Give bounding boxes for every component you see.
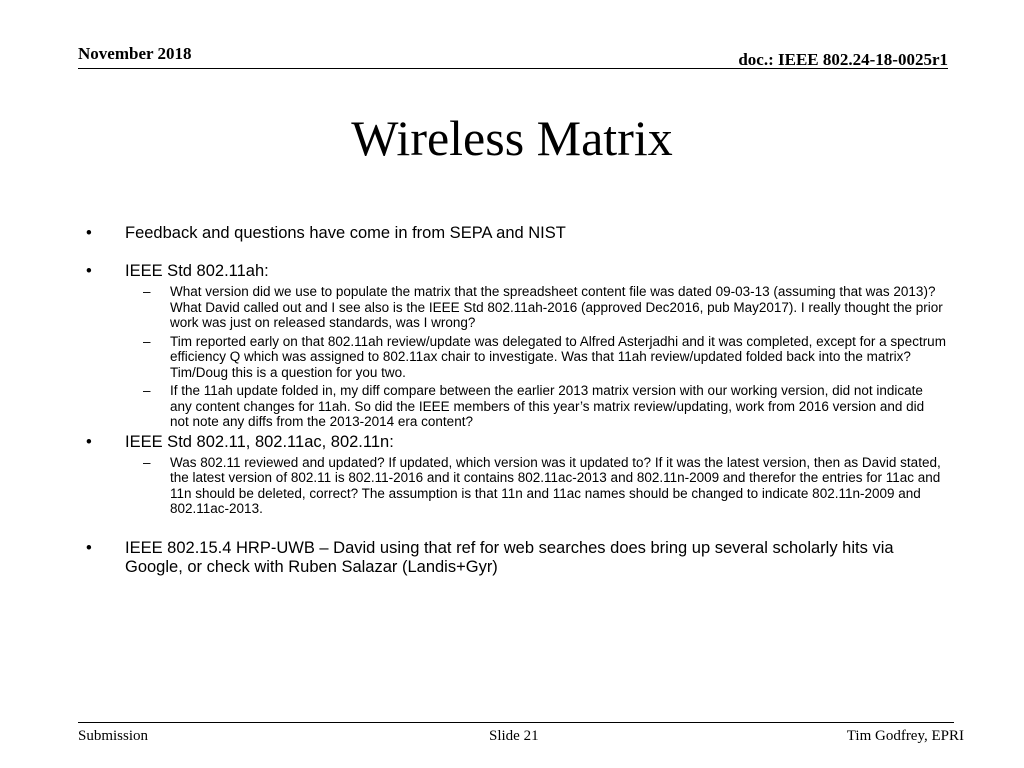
sub-bullet: [86, 383, 946, 430]
footer-slide-number: Slide 21: [489, 728, 539, 744]
header-date: November 2018: [78, 44, 192, 63]
sub-bullet-symbol: –: [143, 333, 151, 349]
bullet-text: IEEE 802.15.4 HRP-UWB – David using that ref for web searches does bring up several scholarly hits via Google, or check with Ruben Salazar (Landis+Gyr): [125, 538, 894, 576]
sub-bullet-text: If the 11ah update folded in, my diff compare between the earlier 2013 matrix version with our working version, did not indicate any content changes for 11ah. So did the IEEE members of this year’s matrix review/updating, work from 2016 version and did not note any diffs from the 2013-2014 era content?: [170, 383, 925, 429]
sub-bullet-text: Tim reported early on that 802.11ah review/update was delegated to Alfred Asterjadhi and it was completed, except for a spectrum efficiency Q which was assigned to 802.11ax chair to investigate. Was that 11ah review/updated folded back into the matrix? Tim/Doug this is a question for you two.: [170, 333, 946, 380]
sub-bullet-symbol: –: [143, 284, 151, 299]
bullet-symbol: •: [86, 432, 92, 451]
header-doc-id: doc.: IEEE 802.24-18-0025r1: [738, 50, 948, 69]
sub-bullet-symbol: –: [143, 383, 151, 398]
sub-bullet: [86, 334, 946, 381]
sub-bullet: [86, 284, 946, 331]
bullet-text: IEEE Std 802.11, 802.11ac, 802.11n:: [125, 432, 394, 451]
sub-bullet-text: What version did we use to populate the matrix that the spreadsheet content file was dated 09-03-13 (assuming that was 2013)? What David called out and I see also is the IEEE Std 802.11ah-2016 (approved Dec2016, pub May2017). I really thought the prior work was just on released standards, was I wrong?: [170, 284, 943, 330]
bullet-symbol: •: [86, 538, 92, 557]
bullet-symbol: •: [86, 224, 92, 242]
bullet-1: [86, 224, 946, 243]
slide-body: [86, 224, 946, 577]
bullet-3: [86, 433, 946, 452]
footer-author: Tim Godfrey, EPRI: [846, 728, 964, 744]
sub-bullet-text: Was 802.11 reviewed and updated? If updated, which version was it updated to? If it was the latest version, then as David stated, the latest version of 802.11 is 802.11-2016 and it contains 802.11ac-2013 and 802.11n-2009 and therefor the entries for 11ac and 11n should be deleted, correct? The assumption is that 11n and 11ac names should be changed to indicate 802.11n-2009 and 802.11ac-2013.: [170, 454, 941, 516]
sub-bullet-symbol: –: [143, 454, 151, 470]
bullet-text: Feedback and questions have come in from SEPA and NIST: [125, 224, 566, 242]
footer-submission: Submission: [78, 728, 149, 744]
bullet-text: IEEE Std 802.11ah:: [125, 262, 269, 280]
bullet-4: [86, 539, 946, 577]
footer-rule: [78, 722, 954, 723]
header-rule: [78, 68, 948, 69]
slide-title: Wireless Matrix: [351, 110, 673, 166]
sub-bullet: [86, 455, 946, 517]
bullet-symbol: •: [86, 262, 92, 280]
bullet-2: [86, 262, 946, 281]
